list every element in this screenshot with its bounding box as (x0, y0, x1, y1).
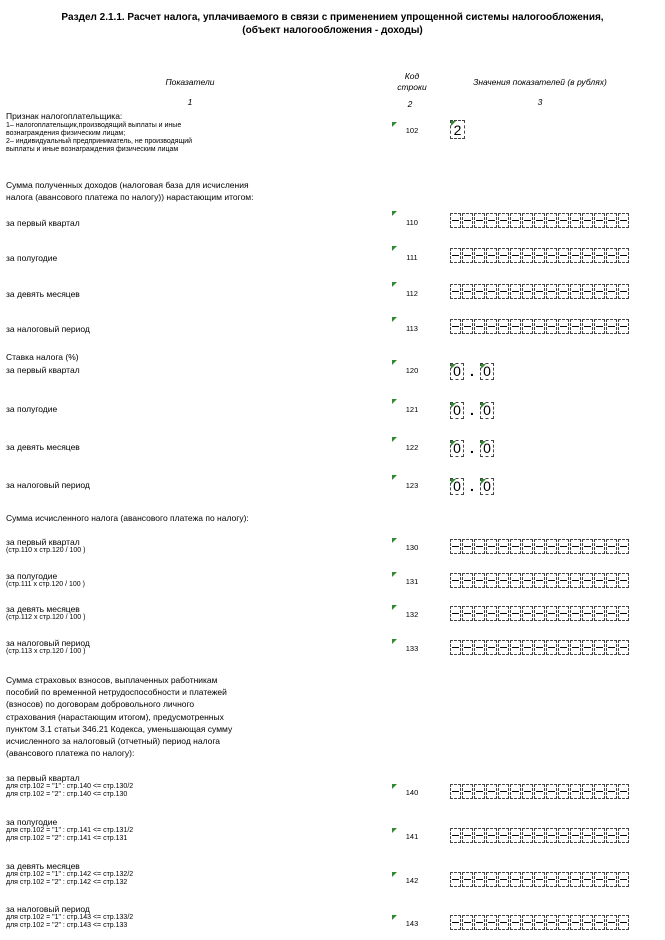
rate-value-123[interactable] (450, 476, 494, 496)
digit-cell[interactable] (522, 640, 533, 655)
digit-cell[interactable] (618, 213, 629, 228)
digit-cell[interactable] (606, 640, 617, 655)
digit-cell[interactable] (558, 606, 569, 621)
digit-cell[interactable] (546, 784, 557, 799)
digit-cell[interactable] (510, 784, 521, 799)
digit-cell[interactable] (450, 284, 461, 299)
marker-icon (392, 915, 397, 920)
digit-cell[interactable] (462, 784, 473, 799)
digit-cell[interactable] (486, 539, 497, 554)
marker-icon (392, 784, 397, 789)
digit-cell[interactable] (486, 640, 497, 655)
digit-cell[interactable] (462, 872, 473, 887)
digit-cell[interactable] (618, 248, 629, 263)
digit-cell[interactable] (450, 915, 461, 930)
digit-cell[interactable] (486, 915, 497, 930)
insurance-row-label: за налоговый период для стр.102 = "1" : стр.143 <= стр.133/2 для стр.102 = "2" : стр.143 <= стр.133 (6, 904, 134, 929)
digit-cell[interactable] (498, 539, 509, 554)
digit-cell[interactable] (570, 284, 581, 299)
digit-cell[interactable] (510, 248, 521, 263)
marker-icon (392, 282, 397, 287)
digit-cell[interactable] (486, 284, 497, 299)
digit-cell[interactable] (522, 784, 533, 799)
digit-cell[interactable] (606, 915, 617, 930)
digit-cell[interactable] (498, 784, 509, 799)
digit-cell[interactable] (606, 573, 617, 588)
insurance-value-141[interactable] (450, 828, 630, 845)
digit-cell[interactable] (534, 248, 545, 263)
digit-cell[interactable] (474, 915, 485, 930)
digit-cell[interactable] (462, 213, 473, 228)
rate-frac-cell[interactable]: 0 (480, 402, 494, 419)
digit-cell[interactable] (570, 319, 581, 334)
income-row-label: за полугодие (6, 253, 58, 263)
rate-frac-cell[interactable]: 0 (480, 363, 494, 380)
digit-cell[interactable] (450, 319, 461, 334)
digit-cell[interactable] (582, 284, 593, 299)
digit-cell[interactable] (522, 213, 533, 228)
code-110: 110 (406, 218, 418, 227)
digit-cell[interactable] (558, 784, 569, 799)
marker-icon (392, 122, 397, 127)
digit-cell[interactable] (546, 319, 557, 334)
digit-cell[interactable] (582, 539, 593, 554)
digit-cell[interactable] (474, 539, 485, 554)
header-num-1: 1 (187, 97, 193, 107)
section-title: Раздел 2.1.1. Расчет налога, уплачиваемого в связи с применением упрощенной системы налогообложения, (объект налогообложения - доходы) (61, 12, 604, 36)
digit-cell[interactable] (570, 573, 581, 588)
digit-cell[interactable] (522, 606, 533, 621)
insurance-row-label: за полугодие для стр.102 = "1" : стр.141 <= стр.131/2 для стр.102 = "2" : стр.141 <= стр.131 (6, 817, 134, 842)
digit-cell[interactable] (462, 319, 473, 334)
tax-value-130[interactable] (450, 539, 630, 556)
code-140: 140 (405, 788, 419, 797)
digit-cell[interactable] (498, 872, 509, 887)
rate-row-label: за налоговый период (6, 480, 90, 490)
income-row-label: за налоговый период (6, 324, 90, 334)
marker-icon (451, 364, 456, 369)
code-123: 123 (405, 481, 419, 490)
digit-cell[interactable] (522, 915, 533, 930)
digit-cell[interactable] (570, 539, 581, 554)
digit-cell[interactable] (546, 872, 557, 887)
digit-cell[interactable] (534, 213, 545, 228)
digit-cell[interactable] (486, 784, 497, 799)
digit-cell[interactable] (558, 284, 569, 299)
tax-row-label: за полугодие (стр.111 х стр.120 / 100 ) (6, 571, 85, 588)
rate-row-label: за первый квартал (6, 365, 80, 375)
digit-cell[interactable] (594, 248, 605, 263)
code-122: 122 (405, 443, 419, 452)
digit-cell[interactable] (462, 248, 473, 263)
digit-cell[interactable] (558, 213, 569, 228)
digit-cell[interactable] (474, 213, 485, 228)
rate-frac-cell[interactable]: 0 (480, 478, 494, 495)
decimal-dot: . (470, 478, 474, 494)
tax-row-label: за налоговый период (стр.113 х стр.120 / 100 ) (6, 638, 90, 655)
digit-cell[interactable] (534, 573, 545, 588)
header-num-2: 2 (407, 99, 413, 109)
marker-icon (451, 121, 456, 126)
digit-cell[interactable] (474, 284, 485, 299)
digit-cell[interactable] (486, 828, 497, 843)
digit-cell[interactable] (510, 640, 521, 655)
digit-cell[interactable] (594, 213, 605, 228)
marker-icon (392, 399, 397, 404)
insurance-row-label: за первый квартал для стр.102 = "1" : стр.140 <= стр.130/2 для стр.102 = "2" : стр.140 <= стр.130 (6, 773, 134, 798)
digit-cell[interactable] (558, 640, 569, 655)
marker-icon (392, 872, 397, 877)
digit-cell[interactable] (582, 213, 593, 228)
code-121: 121 (405, 405, 419, 414)
digit-cell[interactable] (618, 539, 629, 554)
digit-cell[interactable] (534, 915, 545, 930)
digit-cell[interactable] (486, 573, 497, 588)
digit-cell[interactable] (534, 284, 545, 299)
marker-icon (481, 403, 486, 408)
digit-cell[interactable] (558, 248, 569, 263)
header-num-3: 3 (537, 97, 543, 107)
header-code: Код строки (397, 71, 427, 92)
digit-cell[interactable] (474, 319, 485, 334)
digit-cell[interactable] (462, 640, 473, 655)
digit-cell[interactable] (498, 284, 509, 299)
tax-value-131[interactable] (450, 573, 630, 590)
digit-cell[interactable] (618, 872, 629, 887)
marker-icon (392, 360, 397, 365)
insurance-value-140[interactable] (450, 784, 630, 801)
digit-cell[interactable] (474, 573, 485, 588)
income-row-label: за девять месяцев (6, 289, 80, 299)
marker-icon (392, 317, 397, 322)
digit-cell[interactable] (582, 248, 593, 263)
digit-cell[interactable] (510, 284, 521, 299)
digit-cell[interactable] (618, 784, 629, 799)
code-112: 112 (406, 289, 418, 298)
digit-cell[interactable] (594, 539, 605, 554)
rate-heading: Ставка налога (%) (6, 352, 79, 362)
digit-cell[interactable] (546, 248, 557, 263)
digit-cell[interactable] (606, 606, 617, 621)
digit-cell[interactable] (450, 606, 461, 621)
tax-row-label: за девять месяцев (стр.112 х стр.120 / 100 ) (6, 604, 86, 621)
digit-cell[interactable] (486, 213, 497, 228)
digit-cell[interactable] (486, 319, 497, 334)
decimal-dot: . (470, 363, 474, 379)
digit-cell[interactable] (582, 640, 593, 655)
digit-cell[interactable] (486, 606, 497, 621)
digit-cell[interactable] (594, 319, 605, 334)
digit-cell[interactable] (450, 248, 461, 263)
digit-cell[interactable] (558, 319, 569, 334)
digit-cell[interactable] (474, 640, 485, 655)
digit-cell[interactable] (618, 284, 629, 299)
insurance-heading: Сумма страховых взносов, выплаченных работникам пособий по временной нетрудоспособности и платежей (взносов) по договорам добровольного личного страхования (нарастающим итогом), предусмотренных пунктом 3.1 статьи 346.21 Кодекса, уменьшающая сумму исчисленного за налоговый (отчетный) период налога (авансового платежа по налогу): (6, 675, 233, 759)
marker-icon (392, 475, 397, 480)
digit-cell[interactable] (570, 248, 581, 263)
rate-int-cell[interactable]: 0 (450, 478, 464, 495)
digit-cell[interactable] (510, 539, 521, 554)
digit-cell[interactable] (558, 539, 569, 554)
digit-cell[interactable] (510, 915, 521, 930)
digit-cell[interactable] (606, 828, 617, 843)
taxpayer-sign-input[interactable]: 2 (450, 120, 465, 139)
decimal-dot: . (470, 440, 474, 456)
digit-cell[interactable] (582, 573, 593, 588)
digit-cell[interactable] (510, 573, 521, 588)
digit-cell[interactable] (462, 828, 473, 843)
digit-cell[interactable] (594, 784, 605, 799)
digit-cell[interactable] (558, 915, 569, 930)
code-133: 133 (405, 644, 419, 653)
digit-cell[interactable] (474, 606, 485, 621)
rate-row-label: за полугодие (6, 404, 58, 414)
digit-cell[interactable] (498, 573, 509, 588)
digit-cell[interactable] (618, 828, 629, 843)
digit-cell[interactable] (486, 248, 497, 263)
header-indicators: Показатели (165, 77, 215, 87)
marker-icon (481, 479, 486, 484)
digit-cell[interactable] (546, 828, 557, 843)
digit-cell[interactable] (546, 213, 557, 228)
digit-cell[interactable] (570, 213, 581, 228)
rate-value-122[interactable] (450, 438, 494, 458)
digit-cell[interactable] (462, 573, 473, 588)
digit-cell[interactable] (474, 248, 485, 263)
marker-icon (481, 364, 486, 369)
digit-cell[interactable] (606, 213, 617, 228)
digit-cell[interactable] (618, 319, 629, 334)
rate-value-121[interactable] (450, 400, 494, 420)
digit-cell[interactable] (606, 784, 617, 799)
code-130: 130 (405, 543, 419, 552)
digit-cell[interactable] (534, 784, 545, 799)
digit-cell[interactable] (450, 539, 461, 554)
marker-icon (392, 538, 397, 543)
digit-cell[interactable] (450, 213, 461, 228)
code-132: 132 (405, 610, 419, 619)
digit-cell[interactable] (594, 640, 605, 655)
digit-cell[interactable] (594, 872, 605, 887)
marker-icon (451, 403, 456, 408)
rate-row-label: за девять месяцев (6, 442, 80, 452)
tax-value-132[interactable] (450, 606, 630, 623)
rate-frac-cell[interactable]: 0 (480, 440, 494, 457)
digit-cell[interactable] (606, 248, 617, 263)
code-120: 120 (405, 366, 419, 375)
digit-cell[interactable] (498, 606, 509, 621)
digit-cell[interactable] (534, 319, 545, 334)
digit-cell[interactable] (570, 640, 581, 655)
digit-cell[interactable] (462, 284, 473, 299)
rate-int-cell[interactable]: 0 (450, 363, 464, 380)
digit-cell[interactable] (534, 606, 545, 621)
digit-cell[interactable] (546, 640, 557, 655)
digit-cell[interactable] (462, 539, 473, 554)
digit-cell[interactable] (510, 872, 521, 887)
digit-cell[interactable] (618, 606, 629, 621)
marker-icon (451, 441, 456, 446)
digit-cell[interactable] (546, 573, 557, 588)
tax-heading: Сумма исчисленного налога (авансового платежа по налогу): (6, 513, 249, 523)
digit-cell[interactable] (474, 828, 485, 843)
digit-cell[interactable] (510, 828, 521, 843)
digit-cell[interactable] (522, 539, 533, 554)
digit-cell[interactable] (570, 915, 581, 930)
digit-cell[interactable] (606, 539, 617, 554)
marker-icon (392, 211, 397, 216)
digit-cell[interactable] (498, 828, 509, 843)
digit-cell[interactable] (498, 248, 509, 263)
digit-cell[interactable] (450, 640, 461, 655)
digit-cell[interactable] (594, 284, 605, 299)
digit-cell[interactable] (510, 319, 521, 334)
digit-cell[interactable] (546, 284, 557, 299)
digit-cell[interactable] (618, 915, 629, 930)
digit-cell[interactable] (522, 828, 533, 843)
digit-cell[interactable] (582, 784, 593, 799)
digit-cell[interactable] (558, 872, 569, 887)
marker-icon (392, 828, 397, 833)
digit-cell[interactable] (510, 213, 521, 228)
insurance-row-label: за девять месяцев для стр.102 = "1" : стр.142 <= стр.132/2 для стр.102 = "2" : стр.142 <= стр.132 (6, 861, 134, 886)
rate-int-cell[interactable]: 0 (450, 440, 464, 457)
digit-cell[interactable] (582, 606, 593, 621)
decimal-dot: . (470, 402, 474, 418)
digit-cell[interactable] (498, 915, 509, 930)
header-values: Значения показателей (в рублях) (473, 77, 607, 87)
insurance-value-142[interactable] (450, 872, 630, 889)
digit-cell[interactable] (534, 640, 545, 655)
digit-cell[interactable] (570, 784, 581, 799)
marker-icon (392, 437, 397, 442)
digit-cell[interactable] (462, 606, 473, 621)
income-value-112[interactable] (450, 284, 630, 301)
code-143: 143 (405, 919, 419, 928)
digit-cell[interactable] (606, 284, 617, 299)
digit-cell[interactable] (546, 539, 557, 554)
code-142: 142 (405, 876, 419, 885)
digit-cell[interactable] (522, 248, 533, 263)
digit-cell[interactable] (450, 872, 461, 887)
digit-cell[interactable] (570, 872, 581, 887)
digit-cell[interactable] (534, 539, 545, 554)
digit-cell[interactable] (570, 606, 581, 621)
digit-cell[interactable] (558, 828, 569, 843)
income-heading: Сумма полученных доходов (налоговая база для исчисления налога (авансового платежа по налогу)) нарастающим итогом: (6, 180, 254, 202)
digit-cell[interactable] (606, 319, 617, 334)
digit-cell[interactable] (450, 784, 461, 799)
marker-icon (392, 605, 397, 610)
income-value-110[interactable] (450, 213, 630, 230)
digit-cell[interactable] (522, 872, 533, 887)
digit-cell[interactable] (522, 319, 533, 334)
digit-cell[interactable] (462, 915, 473, 930)
taxpayer-sign-label: Признак налогоплательщика: 1– налогоплательщик,производящий выплаты и иные вознаграждения физическим лицам; 2– индивидуальный предприниматель, не производящий выплаты и иные вознаграждения физическим лицам (6, 111, 193, 153)
digit-cell[interactable] (582, 319, 593, 334)
digit-cell[interactable] (498, 640, 509, 655)
marker-icon (481, 441, 486, 446)
marker-icon (451, 479, 456, 484)
digit-cell[interactable] (606, 872, 617, 887)
digit-cell[interactable] (522, 284, 533, 299)
digit-cell[interactable] (498, 319, 509, 334)
digit-cell[interactable] (534, 872, 545, 887)
rate-int-cell[interactable]: 0 (450, 402, 464, 419)
code-111: 111 (406, 253, 418, 262)
digit-cell[interactable] (510, 606, 521, 621)
tax-row-label: за первый квартал (стр.110 х стр.120 / 100 ) (6, 537, 86, 554)
digit-cell[interactable] (546, 606, 557, 621)
digit-cell[interactable] (498, 213, 509, 228)
digit-cell[interactable] (582, 872, 593, 887)
digit-cell[interactable] (450, 573, 461, 588)
marker-icon (392, 246, 397, 251)
digit-cell[interactable] (594, 828, 605, 843)
digit-cell[interactable] (618, 640, 629, 655)
digit-cell[interactable] (486, 872, 497, 887)
digit-cell[interactable] (522, 573, 533, 588)
digit-cell[interactable] (546, 915, 557, 930)
code-141: 141 (405, 832, 419, 841)
code-113: 113 (406, 324, 418, 333)
digit-cell[interactable] (582, 915, 593, 930)
digit-cell[interactable] (594, 915, 605, 930)
marker-icon (392, 639, 397, 644)
digit-cell[interactable] (582, 828, 593, 843)
code-131: 131 (405, 577, 419, 586)
income-value-111[interactable] (450, 248, 630, 265)
digit-cell[interactable] (618, 573, 629, 588)
income-row-label: за первый квартал (6, 218, 80, 228)
digit-cell[interactable] (570, 828, 581, 843)
digit-cell[interactable] (474, 784, 485, 799)
digit-cell[interactable] (450, 828, 461, 843)
code-102: 102 (405, 126, 419, 135)
income-value-113[interactable] (450, 319, 630, 336)
tax-value-133[interactable] (450, 640, 630, 657)
digit-cell[interactable] (558, 573, 569, 588)
marker-icon (392, 572, 397, 577)
digit-cell[interactable] (474, 872, 485, 887)
digit-cell[interactable] (594, 606, 605, 621)
digit-cell[interactable] (594, 573, 605, 588)
insurance-value-143[interactable] (450, 915, 630, 932)
digit-cell[interactable] (534, 828, 545, 843)
rate-value-120[interactable] (450, 361, 494, 381)
